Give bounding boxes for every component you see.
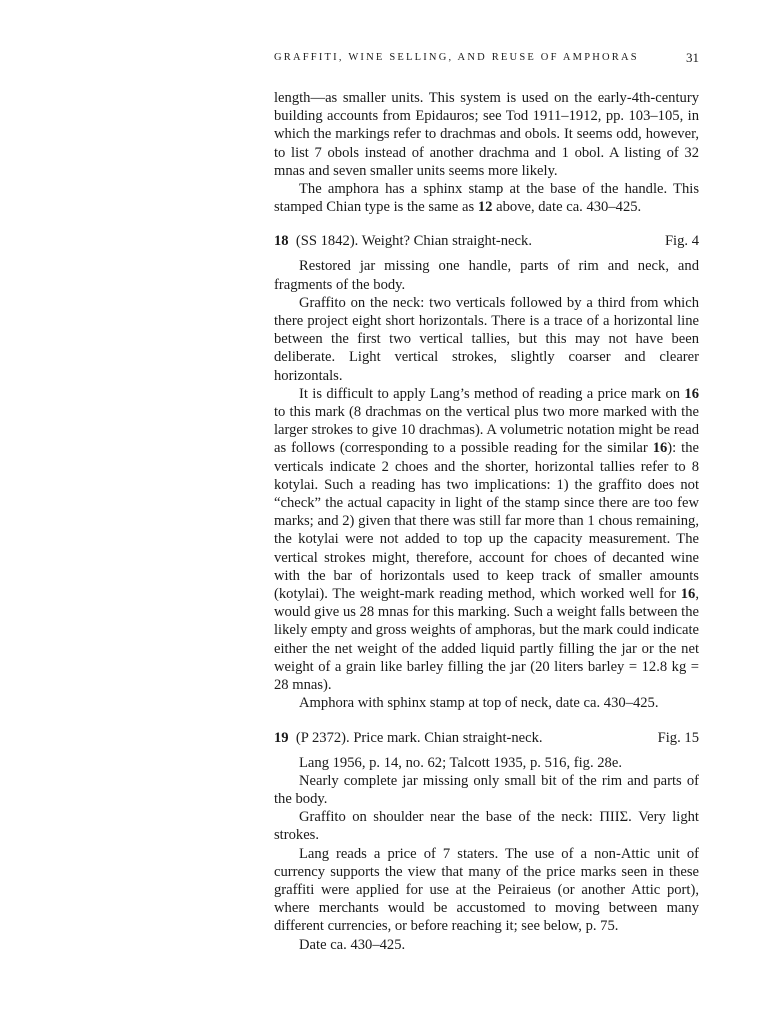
catalog-entry-heading (274, 729, 699, 747)
catalog-entry-heading (274, 232, 699, 250)
intro-paragraph-stamp (274, 180, 699, 216)
entry-paragraph: Restored jar missing one handle, parts of rim and neck, and fragments of the body. (274, 258, 699, 293)
text-run: ): the verticals indicate 2 choes and the shorter, horizontal tallies refer to 8 kotylai. Such a reading has two implications: 1) the graffito does not “check” the actual capacity in light of the stamp since there are too few marks; and 2) given that there was still far more than 1 chous remaining, the kotylai were not added to top up the capacity measurement. The vertical strokes might, therefore, account for choes of decanted wine with the bar of horizontals used to keep track of smaller amounts (kotylai). The weight-mark reading method, which worked well for (274, 440, 699, 603)
entry-paragraph: Date ca. 430–425. (299, 936, 406, 953)
catalog-reference: 16 (652, 440, 668, 457)
entry-paragraph: Graffito on the neck: two verticals followed by a third from which there project eight short horizontals. There is a trace of a horizontal line between the first two vertical tallies, but this may not have been deliberate. Light vertical strokes, slightly coarser and clearer horizontals. (274, 294, 699, 384)
entry-paragraph: Lang reads a price of 7 staters. The use of a non-Attic unit of currency supports the view that many of the price marks seen in these graffiti were applied for use at the Peiraieus (or another Attic port), where merchants would be accustomed to moving between many different currencies, or before reaching it; see below, p. 75. (274, 845, 699, 935)
catalog-reference: 12 (477, 199, 493, 216)
intro-paragraph: length—as smaller units. This system is used on the early-4th-century building accounts from Epidauros; see Tod 1911–1912, pp. 103–105, in which the markings refer to drachmas and obols. It seems odd, however, to list 7 obols instead of another drachma and 1 obol. A listing of 32 mnas and seven smaller units seems more likely. (274, 90, 699, 179)
text-run: to this mark (8 drachmas on the vertical plus two more marked with the larger strokes to give 10 drachmas). A volumetric notation might be read as follows (corresponding to a possible reading for the similar (274, 404, 699, 457)
catalog-entry-title: (P 2372). Price mark. Chian straight-neck. (295, 729, 543, 746)
entry-paragraph: Graffito on shoulder near the base of the neck: ΠΙΙΣ. Very light strokes. (274, 809, 699, 844)
entry-paragraph: Lang 1956, p. 14, no. 62; Talcott 1935, p. 516, fig. 28e. (299, 754, 622, 771)
text-run: , would give us 28 mnas for this marking. Such a weight falls between the likely empty and gross weights of amphoras, but the mark could indicate either the net weight of the added liquid partly filling the jar or the net weight of a grain like barley filling the jar (20 liters barley = 12.8 kg = 28 mnas). (274, 586, 699, 694)
catalog-entry-number: 19 (274, 729, 289, 746)
text-run: The amphora has a sphinx stamp at the base of the handle. This stamped Chian type is the same as (274, 181, 699, 216)
running-head (274, 52, 699, 70)
running-head-title: GRAFFITI, WINE SELLING, AND REUSE OF AMPHORAS (274, 52, 639, 63)
figure-reference: Fig. 15 (657, 729, 699, 746)
page-body (274, 89, 699, 954)
entry-paragraph (274, 385, 699, 694)
entry-paragraph: Amphora with sphinx stamp at top of neck, date ca. 430–425. (299, 695, 659, 712)
catalog-reference: 16 (680, 586, 696, 603)
catalog-entry-number: 18 (274, 233, 289, 250)
page-number: 31 (686, 50, 699, 65)
figure-reference: Fig. 4 (664, 233, 699, 250)
text-run: It is difficult to apply Lang’s method of reading a price mark on (299, 385, 685, 402)
catalog-reference: 16 (684, 385, 699, 402)
entry-paragraph: Nearly complete jar missing only small bit of the rim and parts of the body. (274, 772, 699, 807)
text-run: above, date ca. 430–425. (492, 199, 642, 216)
catalog-entry-title: (SS 1842). Weight? Chian straight-neck. (295, 233, 532, 250)
